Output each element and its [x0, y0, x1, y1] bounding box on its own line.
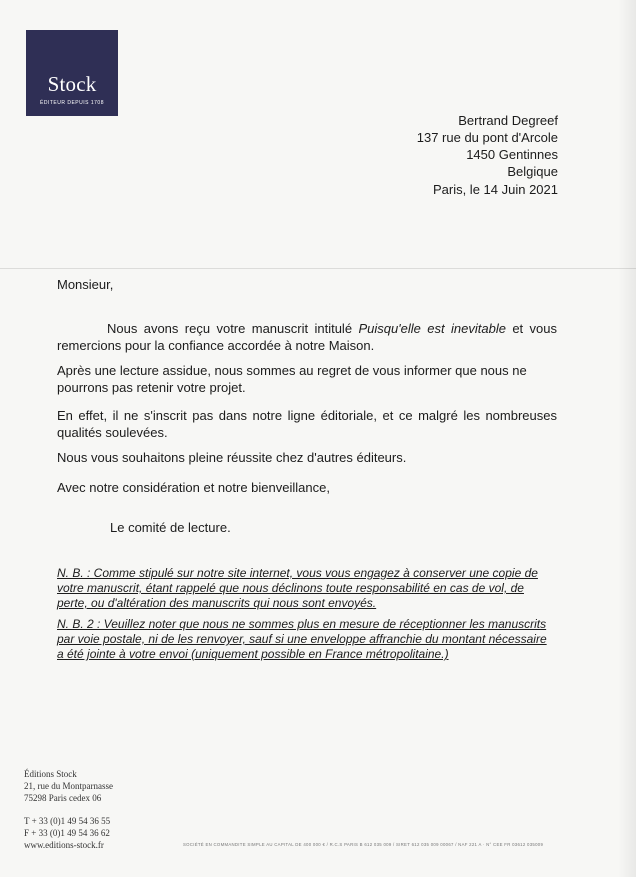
note-copy-responsibility: N. B. : Comme stipulé sur notre site internet, vous vous engagez à conserver une copie de votre manuscrit, étant rappelé que nous déclinons toute responsabilité en cas de vol, de perte, ou d'altération des manuscrits qui nous sont envoyés. — [57, 566, 538, 610]
paper-fold — [0, 268, 636, 269]
letter-date: Paris, le 14 Juin 2021 — [432, 182, 558, 197]
recipient-name: Bertrand Degreef — [458, 113, 558, 128]
paragraph-reason: En effet, il ne s'inscrit pas dans notre ligne éditoriale, et ce malgré les nombreuses qualités soulevées. — [57, 408, 557, 440]
manuscript-title: Puisqu'elle est inevitable — [358, 321, 506, 336]
logo-tagline: ÉDITEUR DEPUIS 1708 — [40, 100, 104, 106]
signature: Le comité de lecture. — [110, 520, 231, 535]
paragraph-decision: Après une lecture assidue, nous sommes au regret de vous informer que nous ne pourrons pas retenir votre projet. — [57, 363, 527, 395]
p1-before: Nous avons reçu votre manuscrit intitulé — [107, 321, 359, 336]
paper-edge-shadow — [618, 0, 636, 877]
logo-brand: Stock — [47, 72, 97, 96]
paragraph-wishes: Nous vous souhaitons pleine réussite chez d'autres éditeurs. — [57, 450, 407, 465]
footer-legal-info: SOCIÉTÉ EN COMMANDITE SIMPLE AU CAPITAL DE 400 000 € / R.C.S PARIS B 612 035 009 / SIRET 612 035 009 00067 / NAF 221 A · N° CEE FR 03612 035009 — [183, 842, 544, 847]
paragraph-closing: Avec notre considération et notre bienveillance, — [57, 480, 330, 495]
footer-address — [24, 768, 113, 804]
footer-phone: T + 33 (0)1 49 54 36 55 — [24, 816, 111, 826]
footer-city: 75298 Paris cedex 06 — [24, 793, 102, 803]
footer-company: Éditions Stock — [24, 769, 77, 779]
footer-fax: F + 33 (0)1 49 54 36 62 — [24, 828, 110, 838]
recipient-city: 1450 Gentinnes — [466, 147, 558, 162]
footer-contact — [24, 815, 110, 839]
p1-after: et vous remercions pour la confiance accordée à notre Maison. — [57, 321, 557, 353]
recipient-street: 137 rue du pont d'Arcole — [416, 130, 558, 145]
paragraph-manuscript-received — [57, 320, 557, 354]
footer-website: www.editions-stock.fr — [24, 840, 104, 850]
recipient-country: Belgique — [507, 164, 558, 179]
note-postal-submissions: N. B. 2 : Veuillez noter que nous ne sommes plus en mesure de réceptionner les manuscrits par voie postale, ni de les renvoyer, sauf si une enveloppe affranchie du montant nécessaire a été jointe à votre envoi (uniquement possible en France métropolitaine.) — [57, 617, 547, 661]
salutation: Monsieur, — [57, 277, 114, 292]
recipient-address — [417, 112, 558, 180]
footer-street: 21, rue du Montparnasse — [24, 781, 113, 791]
publisher-logo — [26, 30, 118, 116]
